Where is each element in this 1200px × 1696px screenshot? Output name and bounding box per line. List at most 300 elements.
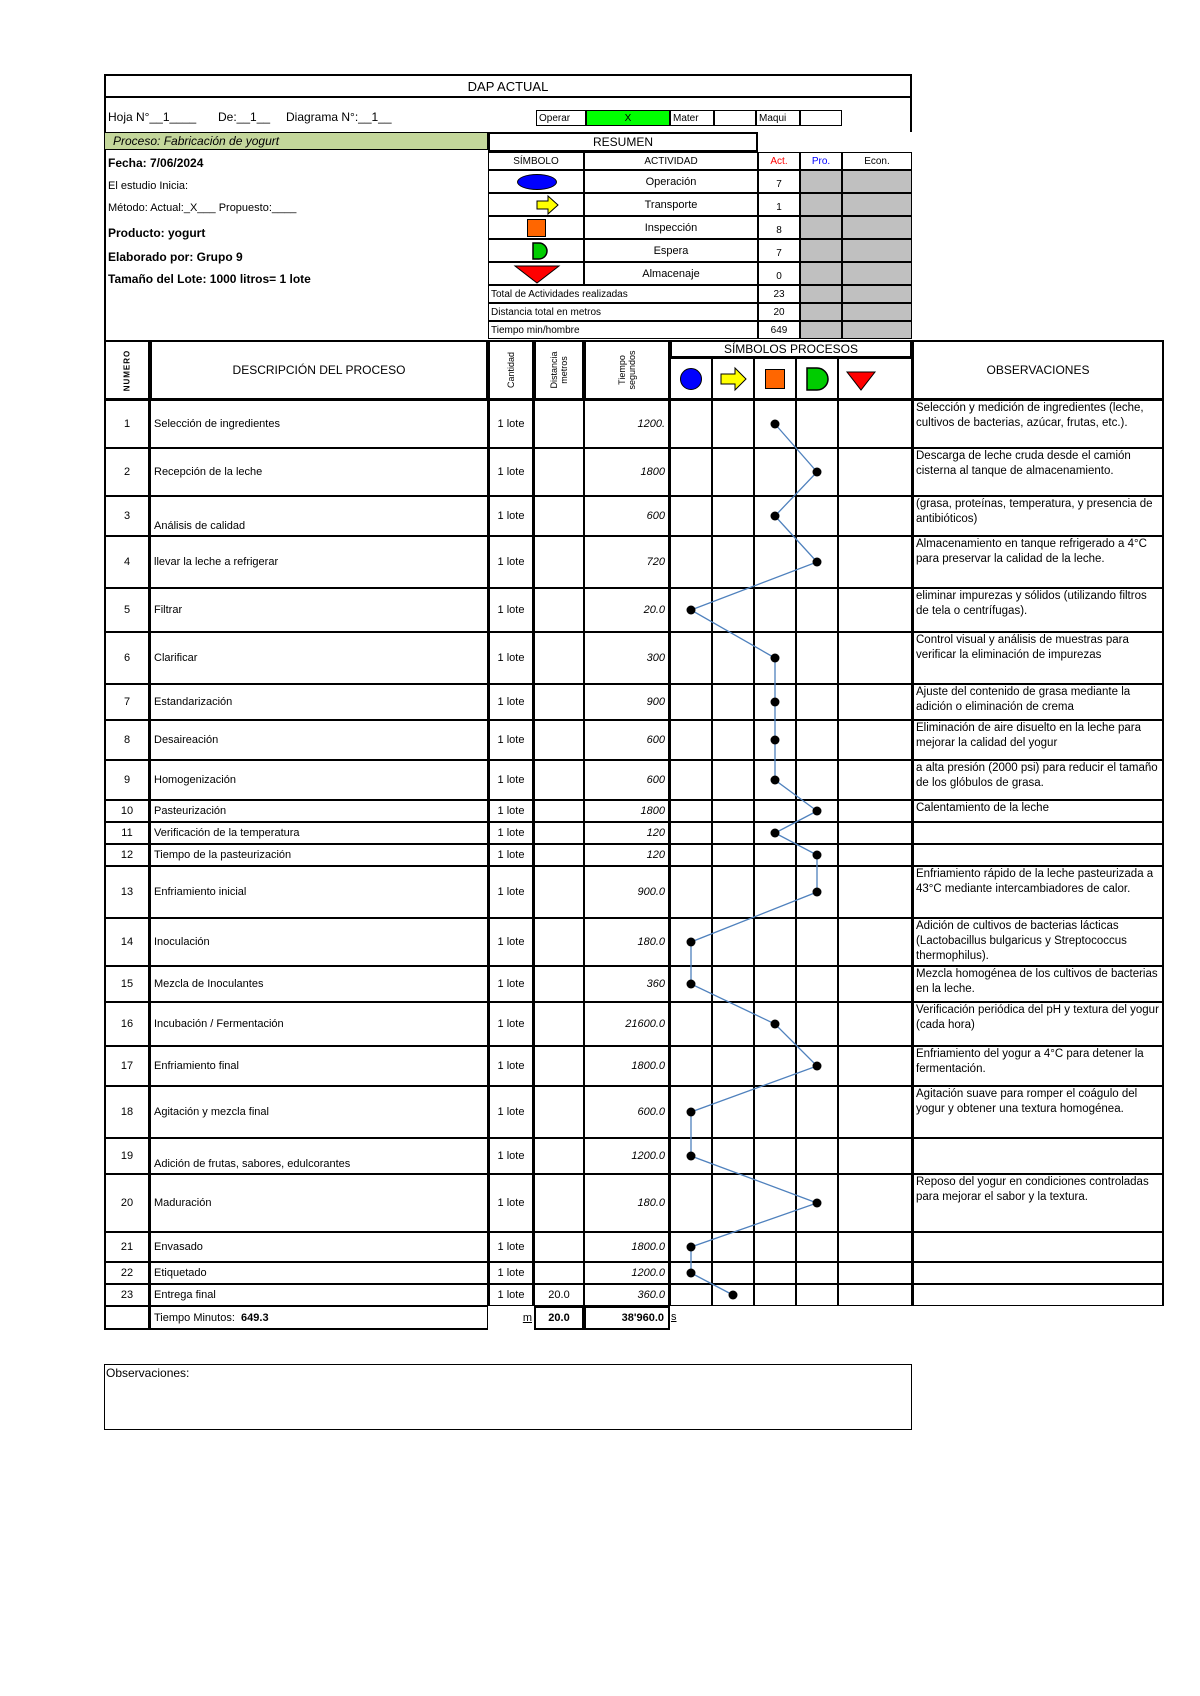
- row-number: 9: [104, 760, 150, 800]
- row-symbol-cell: [838, 760, 912, 800]
- row-number: 7: [104, 684, 150, 720]
- row-description: llevar la leche a refrigerar: [150, 536, 488, 588]
- sym-col-inspeccion-header: [754, 358, 796, 400]
- row-quantity: 1 lote: [488, 448, 534, 496]
- row-symbol-cell: [670, 966, 712, 1002]
- almacenaje-triangle-icon: [839, 359, 911, 399]
- tiempo-total-label: Tiempo min/hombre: [488, 321, 758, 339]
- row-number: 8: [104, 720, 150, 760]
- metodo-field: Método: Actual:_X___ Propuesto:____: [108, 202, 297, 214]
- totals-time: 38'960.0: [584, 1306, 670, 1330]
- resumen-symbol-cell: [488, 239, 584, 262]
- col-distancia-label: Distancia metros: [549, 351, 569, 389]
- row-observation: Eliminación de aire disuelto en la leche para mejorar la calidad del yogur: [912, 720, 1164, 760]
- row-symbol-cell: [670, 866, 712, 918]
- resumen-act-cell: 0: [758, 262, 800, 285]
- operar-label: Operar: [536, 110, 586, 126]
- row-description: Clarificar: [150, 632, 488, 684]
- row-quantity: 1 lote: [488, 536, 534, 588]
- sym-col-transporte-header: [712, 358, 754, 400]
- row-quantity: 1 lote: [488, 1174, 534, 1232]
- totals-number-cell: [104, 1306, 150, 1330]
- row-symbol-cell: [670, 720, 712, 760]
- row-observation: Verificación periódica del pH y textura del yogur (cada hora): [912, 1002, 1164, 1046]
- total-actividades-econ: [842, 285, 912, 303]
- producto-field: Producto: yogurt: [108, 226, 206, 240]
- col-numero-header: [104, 340, 150, 400]
- proceso-field: Proceso: Fabricación de yogurt: [104, 132, 488, 150]
- row-symbol-cell: [670, 1046, 712, 1086]
- row-number: 1: [104, 400, 150, 448]
- row-time: 600: [584, 760, 670, 800]
- page-title: DAP ACTUAL: [467, 78, 549, 94]
- row-symbol-cell: [754, 720, 796, 760]
- row-symbol-cell: [712, 720, 754, 760]
- row-quantity: 1 lote: [488, 800, 534, 822]
- resumen-actividad-cell: Inspección: [584, 216, 758, 239]
- row-description: Pasteurización: [150, 800, 488, 822]
- row-distance: [534, 400, 584, 448]
- row-observation: [912, 1284, 1164, 1306]
- row-distance: [534, 760, 584, 800]
- row-symbol-cell: [670, 1262, 712, 1284]
- row-time: 900.0: [584, 866, 670, 918]
- row-description: Filtrar: [150, 588, 488, 632]
- operacion-circle-icon: [680, 368, 702, 390]
- row-symbol-cell: [838, 866, 912, 918]
- row-observation: (grasa, proteínas, temperatura, y presencia de antibióticos): [912, 496, 1164, 536]
- row-observation: [912, 1262, 1164, 1284]
- row-symbol-cell: [712, 800, 754, 822]
- row-distance: [534, 684, 584, 720]
- row-observation: Mezcla homogénea de los cultivos de bacterias en la leche.: [912, 966, 1164, 1002]
- row-symbol-cell: [838, 822, 912, 844]
- row-quantity: 1 lote: [488, 1138, 534, 1174]
- row-observation: [912, 844, 1164, 866]
- row-time: 600.0: [584, 1086, 670, 1138]
- row-symbol-cell: [754, 1086, 796, 1138]
- row-symbol-cell: [838, 1086, 912, 1138]
- row-symbol-cell: [796, 966, 838, 1002]
- tiempo-minutos-value: 649.3: [241, 1311, 269, 1324]
- row-symbol-cell: [754, 918, 796, 966]
- row-symbol-cell: [838, 844, 912, 866]
- row-symbol-cell: [712, 400, 754, 448]
- row-time: 1200.0: [584, 1138, 670, 1174]
- row-symbol-cell: [796, 760, 838, 800]
- row-symbol-cell: [712, 844, 754, 866]
- resumen-actividad-cell: Almacenaje: [584, 262, 758, 285]
- row-number: 13: [104, 866, 150, 918]
- resumen-actividad-cell: Transporte: [584, 193, 758, 216]
- row-symbol-cell: [712, 1232, 754, 1262]
- row-symbol-cell: [754, 844, 796, 866]
- fecha-field: Fecha: 7/06/2024: [108, 156, 204, 170]
- resumen-col-actividad: ACTIVIDAD: [584, 152, 758, 170]
- row-symbol-cell: [838, 400, 912, 448]
- row-symbol-cell: [796, 720, 838, 760]
- row-symbol-cell: [796, 1174, 838, 1232]
- row-description: Mezcla de Inoculantes: [150, 966, 488, 1002]
- col-tiempo-header: [584, 340, 670, 400]
- row-symbol-cell: [754, 448, 796, 496]
- mater-label: Mater: [670, 110, 714, 126]
- operar-value: X: [586, 110, 670, 126]
- row-symbol-cell: [670, 1284, 712, 1306]
- row-number: 12: [104, 844, 150, 866]
- row-distance: [534, 496, 584, 536]
- row-number: 15: [104, 966, 150, 1002]
- row-symbol-cell: [796, 684, 838, 720]
- row-time: 600: [584, 720, 670, 760]
- sym-col-operacion-header: [670, 358, 712, 400]
- row-symbol-cell: [712, 536, 754, 588]
- row-symbol-cell: [796, 1232, 838, 1262]
- row-observation: Enfriamiento rápido de la leche pasteurizada a 43°C mediante intercambiadores de calor.: [912, 866, 1164, 918]
- row-number: 21: [104, 1232, 150, 1262]
- row-symbol-cell: [838, 800, 912, 822]
- row-symbol-cell: [838, 496, 912, 536]
- resumen-pro-cell: [800, 193, 842, 216]
- row-symbol-cell: [712, 1262, 754, 1284]
- row-symbol-cell: [838, 1002, 912, 1046]
- resumen-pro-cell: [800, 216, 842, 239]
- row-symbol-cell: [712, 1002, 754, 1046]
- row-description: Maduración: [150, 1174, 488, 1232]
- row-time: 1200.: [584, 400, 670, 448]
- total-actividades-value: 23: [758, 285, 800, 303]
- row-symbol-cell: [796, 632, 838, 684]
- row-symbol-cell: [838, 720, 912, 760]
- row-number: 2: [104, 448, 150, 496]
- row-quantity: 1 lote: [488, 588, 534, 632]
- row-symbol-cell: [712, 866, 754, 918]
- row-number: 10: [104, 800, 150, 822]
- row-description: Tiempo de la pasteurización: [150, 844, 488, 866]
- row-symbol-cell: [712, 684, 754, 720]
- resumen-act-cell: 8: [758, 216, 800, 239]
- total-actividades-label: Total de Actividades realizadas: [488, 285, 758, 303]
- resumen-pro-cell: [800, 239, 842, 262]
- row-time: 360.0: [584, 1284, 670, 1306]
- row-symbol-cell: [838, 1284, 912, 1306]
- row-distance: [534, 1174, 584, 1232]
- row-time: 20.0: [584, 588, 670, 632]
- row-symbol-cell: [712, 1284, 754, 1306]
- row-distance: [534, 536, 584, 588]
- row-observation: Reposo del yogur en condiciones controladas para mejorar el sabor y la textura.: [912, 1174, 1164, 1232]
- row-symbol-cell: [712, 632, 754, 684]
- resumen-act-cell: 7: [758, 170, 800, 193]
- total-actividades-pro: [800, 285, 842, 303]
- row-description: Verificación de la temperatura: [150, 822, 488, 844]
- sym-col-almacenaje-header: [838, 358, 912, 400]
- row-description: Adición de frutas, sabores, edulcorantes: [150, 1138, 488, 1174]
- row-observation: Enfriamiento del yogur a 4°C para detener la fermentación.: [912, 1046, 1164, 1086]
- row-symbol-cell: [670, 800, 712, 822]
- row-distance: [534, 720, 584, 760]
- simbolos-header: SÍMBOLOS PROCESOS: [670, 340, 912, 358]
- sym-col-espera-header: [796, 358, 838, 400]
- de-number: De:__1__: [218, 110, 271, 124]
- row-number: 22: [104, 1262, 150, 1284]
- row-symbol-cell: [796, 1262, 838, 1284]
- observaciones-label: Observaciones:: [106, 1366, 190, 1380]
- row-symbol-cell: [670, 588, 712, 632]
- row-symbol-cell: [838, 448, 912, 496]
- resumen-col-simbolo: SÍMBOLO: [488, 152, 584, 170]
- row-description: Enfriamiento inicial: [150, 866, 488, 918]
- row-number: 14: [104, 918, 150, 966]
- row-symbol-cell: [712, 1138, 754, 1174]
- row-number: 3: [104, 496, 150, 536]
- row-symbol-cell: [796, 800, 838, 822]
- resumen-econ-cell: [842, 262, 912, 285]
- resumen-pro-cell: [800, 170, 842, 193]
- col-cantidad-header: [488, 340, 534, 400]
- elaborado-field: Elaborado por: Grupo 9: [108, 250, 243, 264]
- row-number: 4: [104, 536, 150, 588]
- row-symbol-cell: [754, 1232, 796, 1262]
- row-time: 21600.0: [584, 1002, 670, 1046]
- row-distance: [534, 1232, 584, 1262]
- row-observation: Adición de cultivos de bacterias lácticas (Lactobacillus bulgaricus y Streptococcus thermophilus).: [912, 918, 1164, 966]
- transporte-arrow-icon: [713, 359, 753, 399]
- row-distance: [534, 844, 584, 866]
- row-symbol-cell: [796, 1138, 838, 1174]
- row-distance: [534, 866, 584, 918]
- row-observation: [912, 1232, 1164, 1262]
- row-symbol-cell: [670, 760, 712, 800]
- row-symbol-cell: [838, 536, 912, 588]
- tiempo-total-pro: [800, 321, 842, 339]
- row-symbol-cell: [796, 1086, 838, 1138]
- row-symbol-cell: [670, 1174, 712, 1232]
- row-symbol-cell: [796, 588, 838, 632]
- resumen-act-cell: 1: [758, 193, 800, 216]
- row-description: Agitación y mezcla final: [150, 1086, 488, 1138]
- row-symbol-cell: [838, 684, 912, 720]
- row-description: Entrega final: [150, 1284, 488, 1306]
- row-symbol-cell: [796, 400, 838, 448]
- row-quantity: 1 lote: [488, 1046, 534, 1086]
- row-quantity: 1 lote: [488, 822, 534, 844]
- row-symbol-cell: [754, 822, 796, 844]
- row-symbol-cell: [670, 496, 712, 536]
- row-description: Selección de ingredientes: [150, 400, 488, 448]
- row-symbol-cell: [754, 760, 796, 800]
- diagrama-number: Diagrama N°:__1__: [286, 110, 392, 124]
- resumen-act-cell: 7: [758, 239, 800, 262]
- maqui-label: Maqui: [756, 110, 800, 126]
- col-cantidad-label: Cantidad: [506, 351, 516, 389]
- resumen-col-pro: Pro.: [800, 152, 842, 170]
- row-time: 180.0: [584, 918, 670, 966]
- totals-distance: 20.0: [534, 1306, 584, 1330]
- totals-s-unit: s: [671, 1311, 677, 1323]
- row-description: Envasado: [150, 1232, 488, 1262]
- distancia-total-econ: [842, 303, 912, 321]
- resumen-symbol-cell: [488, 170, 584, 193]
- row-symbol-cell: [712, 760, 754, 800]
- row-time: 1800.0: [584, 1232, 670, 1262]
- row-symbol-cell: [796, 918, 838, 966]
- row-distance: [534, 632, 584, 684]
- row-symbol-cell: [838, 1046, 912, 1086]
- row-observation: Ajuste del contenido de grasa mediante la adición o eliminación de crema: [912, 684, 1164, 720]
- row-quantity: 1 lote: [488, 720, 534, 760]
- row-observation: Descarga de leche cruda desde el camión cisterna al tanque de almacenamiento.: [912, 448, 1164, 496]
- espera-d-icon: [797, 359, 837, 399]
- row-symbol-cell: [670, 632, 712, 684]
- row-number: 5: [104, 588, 150, 632]
- resumen-almacenaje-icon: [489, 263, 585, 286]
- row-distance: [534, 1262, 584, 1284]
- hoja-number: Hoja N°__1____: [108, 110, 197, 124]
- tiempo-minutos-label: Tiempo Minutos:: [154, 1311, 235, 1324]
- resumen-espera-icon: [489, 240, 585, 263]
- row-symbol-cell: [796, 844, 838, 866]
- lote-field: Tamaño del Lote: 1000 litros= 1 lote: [108, 272, 311, 286]
- row-symbol-cell: [712, 1046, 754, 1086]
- row-symbol-cell: [754, 536, 796, 588]
- row-time: 1800: [584, 800, 670, 822]
- mater-value: [714, 110, 756, 126]
- row-symbol-cell: [796, 1284, 838, 1306]
- row-quantity: 1 lote: [488, 400, 534, 448]
- row-symbol-cell: [754, 684, 796, 720]
- tiempo-total-econ: [842, 321, 912, 339]
- row-number: 18: [104, 1086, 150, 1138]
- row-symbol-cell: [838, 1232, 912, 1262]
- row-time: 720: [584, 536, 670, 588]
- row-symbol-cell: [670, 844, 712, 866]
- row-distance: [534, 1086, 584, 1138]
- row-symbol-cell: [838, 1262, 912, 1284]
- row-symbol-cell: [796, 866, 838, 918]
- row-time: 1800: [584, 448, 670, 496]
- row-quantity: 1 lote: [488, 684, 534, 720]
- row-symbol-cell: [754, 1174, 796, 1232]
- resumen-econ-cell: [842, 170, 912, 193]
- row-description: Recepción de la leche: [150, 448, 488, 496]
- row-time: 120: [584, 822, 670, 844]
- resumen-transporte-icon: [489, 194, 585, 217]
- col-observaciones-header: OBSERVACIONES: [912, 340, 1164, 400]
- row-distance: [534, 1138, 584, 1174]
- row-distance: [534, 822, 584, 844]
- row-distance: [534, 1002, 584, 1046]
- row-observation: Control visual y análisis de muestras para verificar la eliminación de impurezas: [912, 632, 1164, 684]
- row-time: 900: [584, 684, 670, 720]
- row-symbol-cell: [670, 400, 712, 448]
- col-descripcion-header: DESCRIPCIÓN DEL PROCESO: [150, 340, 488, 400]
- distancia-total-label: Distancia total en metros: [488, 303, 758, 321]
- row-quantity: 1 lote: [488, 1262, 534, 1284]
- row-symbol-cell: [754, 400, 796, 448]
- resumen-symbol-cell: [488, 193, 584, 216]
- row-symbol-cell: [796, 1002, 838, 1046]
- row-number: 11: [104, 822, 150, 844]
- row-number: 17: [104, 1046, 150, 1086]
- row-distance: [534, 448, 584, 496]
- row-time: 1200.0: [584, 1262, 670, 1284]
- row-symbol-cell: [754, 496, 796, 536]
- row-observation: Agitación suave para romper el coágulo del yogur y obtener una textura homogénea.: [912, 1086, 1164, 1138]
- row-symbol-cell: [754, 1284, 796, 1306]
- tiempo-total-value: 649: [758, 321, 800, 339]
- row-symbol-cell: [670, 448, 712, 496]
- row-symbol-cell: [754, 632, 796, 684]
- resumen-econ-cell: [842, 239, 912, 262]
- row-symbol-cell: [796, 1046, 838, 1086]
- row-number: 6: [104, 632, 150, 684]
- resumen-actividad-cell: Espera: [584, 239, 758, 262]
- row-symbol-cell: [670, 684, 712, 720]
- row-symbol-cell: [796, 536, 838, 588]
- totals-m-unit: m: [522, 1312, 532, 1324]
- row-time: 300: [584, 632, 670, 684]
- row-quantity: 1 lote: [488, 866, 534, 918]
- row-description: Análisis de calidad: [150, 496, 488, 536]
- totals-time-label: [150, 1306, 488, 1330]
- row-time: 180.0: [584, 1174, 670, 1232]
- row-quantity: 1 lote: [488, 1002, 534, 1046]
- row-symbol-cell: [754, 1002, 796, 1046]
- row-symbol-cell: [712, 1086, 754, 1138]
- row-quantity: 1 lote: [488, 496, 534, 536]
- row-symbol-cell: [754, 588, 796, 632]
- row-symbol-cell: [838, 588, 912, 632]
- row-distance: [534, 800, 584, 822]
- maqui-value: [800, 110, 842, 126]
- resumen-col-econ: Econ.: [842, 152, 912, 170]
- row-description: Incubación / Fermentación: [150, 1002, 488, 1046]
- observaciones-box[interactable]: [104, 1364, 912, 1430]
- row-number: 16: [104, 1002, 150, 1046]
- row-time: 360: [584, 966, 670, 1002]
- row-quantity: 1 lote: [488, 918, 534, 966]
- resumen-actividad-cell: Operación: [584, 170, 758, 193]
- row-description: Homogenización: [150, 760, 488, 800]
- row-symbol-cell: [796, 822, 838, 844]
- row-number: 23: [104, 1284, 150, 1306]
- resumen-pro-cell: [800, 262, 842, 285]
- row-symbol-cell: [670, 918, 712, 966]
- row-symbol-cell: [670, 536, 712, 588]
- resumen-econ-cell: [842, 216, 912, 239]
- row-distance: [534, 588, 584, 632]
- resumen-econ-cell: [842, 193, 912, 216]
- row-observation: Selección y medición de ingredientes (leche, cultivos de bacterias, azúcar, frutas, etc.).: [912, 400, 1164, 448]
- distancia-total-pro: [800, 303, 842, 321]
- row-symbol-cell: [712, 918, 754, 966]
- row-description: Desaireación: [150, 720, 488, 760]
- row-symbol-cell: [838, 632, 912, 684]
- row-distance: [534, 1046, 584, 1086]
- row-symbol-cell: [838, 1174, 912, 1232]
- row-observation: Calentamiento de la leche: [912, 800, 1164, 822]
- row-symbol-cell: [712, 822, 754, 844]
- row-observation: [912, 1138, 1164, 1174]
- distancia-total-value: 20: [758, 303, 800, 321]
- row-distance: 20.0: [534, 1284, 584, 1306]
- resumen-col-act: Act.: [758, 152, 800, 170]
- row-observation: a alta presión (2000 psi) para reducir el tamaño de los glóbulos de grasa.: [912, 760, 1164, 800]
- row-observation: Almacenamiento en tanque refrigerado a 4°C para preservar la calidad de la leche.: [912, 536, 1164, 588]
- row-number: 19: [104, 1138, 150, 1174]
- row-symbol-cell: [670, 1138, 712, 1174]
